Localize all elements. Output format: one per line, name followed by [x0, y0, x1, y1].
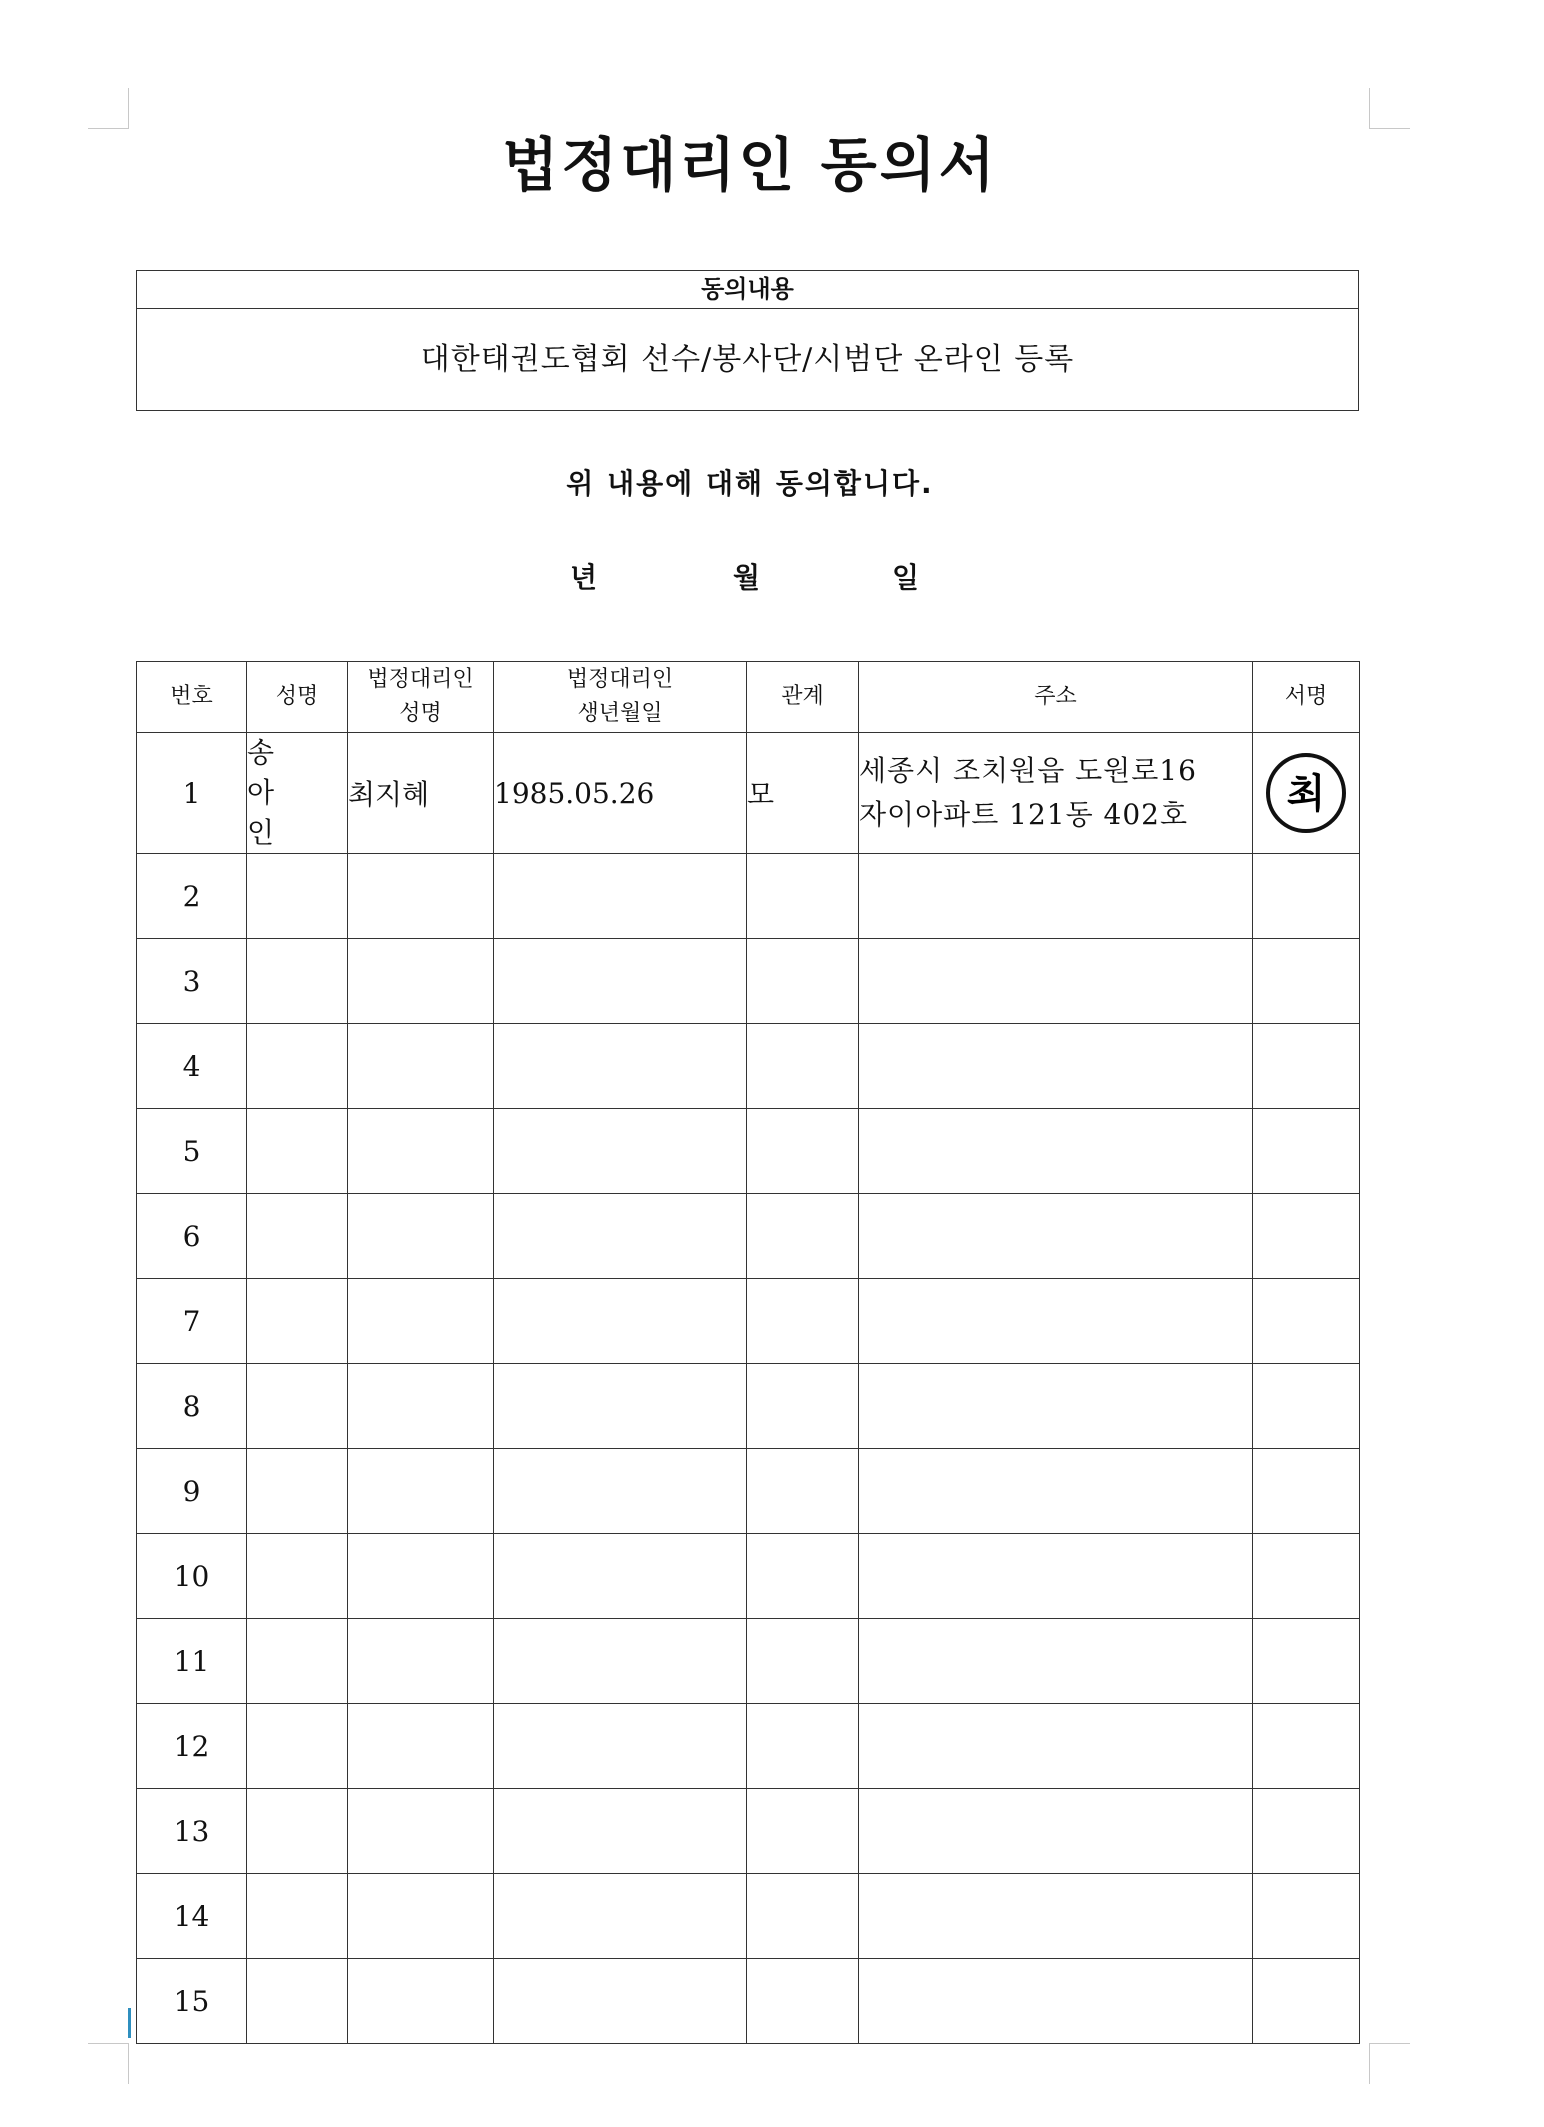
guardian-birthdate[interactable] [494, 1789, 747, 1874]
guardian-birthdate[interactable] [494, 1449, 747, 1534]
guardian-birthdate[interactable] [494, 854, 747, 939]
guardian-name[interactable] [348, 1364, 494, 1449]
signature-cell[interactable] [1253, 1619, 1360, 1704]
guardian-name[interactable] [348, 1279, 494, 1364]
address[interactable] [859, 1874, 1253, 1959]
consent-content: 대한태권도협회 선수/봉사단/시범단 온라인 등록 [420, 342, 1075, 377]
relation[interactable] [747, 1109, 859, 1194]
header-signature: 서명 [1253, 662, 1360, 733]
relation[interactable] [747, 1024, 859, 1109]
address[interactable] [859, 1194, 1253, 1279]
student-name[interactable] [247, 1024, 348, 1109]
header-guardian-birth-line1: 법정대리인 [566, 667, 674, 692]
row-number[interactable]: 3 [137, 939, 247, 1024]
student-name[interactable] [247, 1534, 348, 1619]
table-row [137, 1704, 1360, 1789]
date-day-label: 일 [892, 561, 920, 594]
student-name[interactable] [247, 1109, 348, 1194]
table-row [137, 1959, 1360, 2044]
relation[interactable] [747, 1534, 859, 1619]
guardian-birthdate[interactable] [494, 1534, 747, 1619]
guardian-birthdate[interactable] [494, 1959, 747, 2044]
relation[interactable] [747, 1704, 859, 1789]
address[interactable] [859, 1789, 1253, 1874]
table-row [137, 1194, 1360, 1279]
guardian-birthdate[interactable] [494, 1279, 747, 1364]
relation[interactable] [747, 1449, 859, 1534]
student-name[interactable] [247, 1959, 348, 2044]
student-name[interactable] [247, 1874, 348, 1959]
row-number[interactable]: 10 [137, 1534, 247, 1619]
address[interactable] [859, 1279, 1253, 1364]
table-row [137, 1789, 1360, 1874]
signature-cell[interactable] [1253, 1449, 1360, 1534]
address[interactable] [859, 1364, 1253, 1449]
row-number[interactable]: 4 [137, 1024, 247, 1109]
guardian-name[interactable] [348, 1789, 494, 1874]
guardian-birthdate[interactable] [494, 1109, 747, 1194]
address[interactable] [859, 854, 1253, 939]
guardian-name[interactable] [348, 1959, 494, 2044]
date-month-label: 월 [733, 561, 761, 594]
student-name[interactable] [247, 1704, 348, 1789]
relation[interactable]: 모 [747, 733, 859, 854]
signature-cell[interactable] [1253, 1789, 1360, 1874]
consent-box [136, 270, 1359, 411]
table-row [137, 1024, 1360, 1109]
row-number[interactable]: 12 [137, 1704, 247, 1789]
signature-cell[interactable] [1253, 1194, 1360, 1279]
header-guardian-birth [494, 662, 747, 733]
relation[interactable] [747, 1959, 859, 2044]
table-row [137, 1534, 1360, 1619]
guardian-name[interactable] [348, 1704, 494, 1789]
guardian-name[interactable] [348, 939, 494, 1024]
student-name[interactable] [247, 1619, 348, 1704]
guardian-name[interactable] [348, 1109, 494, 1194]
signature-cell[interactable] [1253, 1704, 1360, 1789]
header-guardian-name-line2: 성명 [399, 701, 442, 726]
guardian-birthdate[interactable] [494, 1704, 747, 1789]
relation[interactable] [747, 1279, 859, 1364]
relation[interactable] [747, 854, 859, 939]
row-number[interactable]: 1 [137, 733, 247, 854]
guardian-birthdate[interactable] [494, 1364, 747, 1449]
table-row [137, 1874, 1360, 1959]
stamp-text: 최 [1286, 771, 1326, 817]
guardian-name[interactable] [348, 1194, 494, 1279]
row-number[interactable]: 2 [137, 854, 247, 939]
address[interactable] [859, 1704, 1253, 1789]
agree-statement: 위 내용에 대해 동의합니다. [566, 467, 934, 500]
signature-cell[interactable] [1253, 1279, 1360, 1364]
row-number[interactable]: 9 [137, 1449, 247, 1534]
signature-cell[interactable] [1253, 1109, 1360, 1194]
signature-cell[interactable] [1253, 733, 1360, 854]
row-number[interactable]: 8 [137, 1364, 247, 1449]
row-number[interactable]: 6 [137, 1194, 247, 1279]
document-title: 법정대리인 동의서 [502, 131, 998, 199]
consent-roster-table [136, 661, 1360, 2044]
student-name[interactable] [247, 1364, 348, 1449]
relation[interactable] [747, 939, 859, 1024]
address[interactable] [859, 939, 1253, 1024]
student-name[interactable] [247, 939, 348, 1024]
relation[interactable] [747, 1194, 859, 1279]
header-address: 주소 [859, 662, 1253, 733]
table-row [137, 1619, 1360, 1704]
student-name[interactable] [247, 1194, 348, 1279]
signature-cell[interactable] [1253, 1959, 1360, 2044]
student-name[interactable] [247, 854, 348, 939]
table-row [137, 1279, 1360, 1364]
table-header-row [137, 662, 1360, 733]
row-number[interactable]: 7 [137, 1279, 247, 1364]
student-name[interactable] [247, 1449, 348, 1534]
guardian-name[interactable] [348, 1619, 494, 1704]
guardian-birthdate[interactable] [494, 939, 747, 1024]
page-corner-mark-bottom-right [1369, 2043, 1410, 2084]
signature-cell[interactable] [1253, 1874, 1360, 1959]
header-guardian-birth-line2: 생년월일 [577, 701, 663, 726]
text-cursor [128, 2008, 131, 2038]
table-row [137, 939, 1360, 1024]
row-number[interactable]: 15 [137, 1959, 247, 2044]
header-relation: 관계 [747, 662, 859, 733]
table-row [137, 733, 1360, 854]
relation[interactable] [747, 1874, 859, 1959]
address[interactable] [859, 1109, 1253, 1194]
address[interactable] [859, 1534, 1253, 1619]
table-row [137, 854, 1360, 939]
row-number[interactable]: 13 [137, 1789, 247, 1874]
date-year-label: 년 [570, 561, 598, 594]
relation[interactable] [747, 1619, 859, 1704]
guardian-name[interactable] [348, 1534, 494, 1619]
page-corner-mark-bottom-left [88, 2043, 129, 2084]
address-line2: 자이아파트 121동 402호 [859, 798, 1189, 831]
consent-header: 동의내용 [137, 271, 1358, 309]
address[interactable] [859, 733, 1253, 854]
table-row [137, 1109, 1360, 1194]
guardian-name[interactable] [348, 1024, 494, 1109]
row-number[interactable]: 11 [137, 1619, 247, 1704]
header-guardian-name-line1: 법정대리인 [367, 667, 474, 692]
student-name[interactable] [247, 1789, 348, 1874]
row-number[interactable]: 14 [137, 1874, 247, 1959]
guardian-birthdate[interactable] [494, 1619, 747, 1704]
relation[interactable] [747, 1789, 859, 1874]
guardian-birthdate[interactable]: 1985.05.26 [494, 733, 747, 854]
guardian-name[interactable]: 최지혜 [348, 733, 494, 854]
row-number[interactable]: 5 [137, 1109, 247, 1194]
guardian-name[interactable] [348, 854, 494, 939]
student-name[interactable] [247, 1279, 348, 1364]
relation[interactable] [747, 1364, 859, 1449]
signature-cell[interactable] [1253, 939, 1360, 1024]
header-number: 번호 [137, 662, 247, 733]
header-name: 성명 [247, 662, 348, 733]
table-row [137, 1449, 1360, 1534]
signature-cell[interactable] [1253, 1534, 1360, 1619]
signature-stamp [1261, 748, 1351, 838]
guardian-name[interactable] [348, 1874, 494, 1959]
address[interactable] [859, 1024, 1253, 1109]
table-row [137, 1364, 1360, 1449]
signature-cell[interactable] [1253, 854, 1360, 939]
header-guardian-name [348, 662, 494, 733]
address[interactable] [859, 1959, 1253, 2044]
guardian-birthdate[interactable] [494, 1194, 747, 1279]
address[interactable] [859, 1619, 1253, 1704]
student-name[interactable]: 송 아 인 [247, 733, 348, 854]
address-line1: 세종시 조치원읍 도원로16 [859, 754, 1197, 787]
guardian-birthdate[interactable] [494, 1874, 747, 1959]
signature-cell[interactable] [1253, 1024, 1360, 1109]
address[interactable] [859, 1449, 1253, 1534]
signature-cell[interactable] [1253, 1364, 1360, 1449]
guardian-name[interactable] [348, 1449, 494, 1534]
guardian-birthdate[interactable] [494, 1024, 747, 1109]
